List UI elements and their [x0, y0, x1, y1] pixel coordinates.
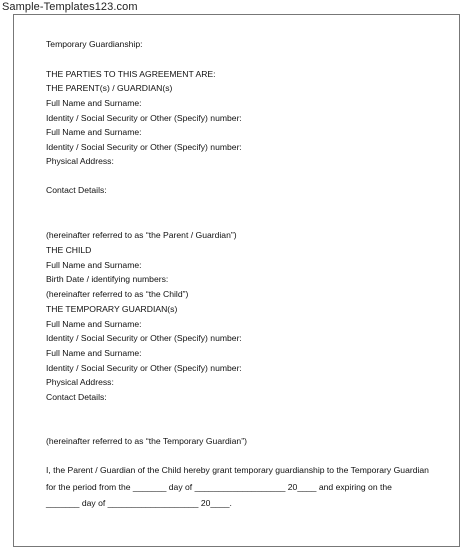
child-birth-date-field: Birth Date / identifying numbers:	[46, 274, 169, 284]
grant-clause-line-1: I, the Parent / Guardian of the Child hereby grant temporary guardianship to the Temporary Guardian	[46, 465, 429, 475]
guardian-id-field-2: Identity / Social Security or Other (Specify) number:	[46, 363, 242, 373]
parent-full-name-field-2: Full Name and Surname:	[46, 127, 142, 137]
grant-clause-line-2: for the period from the _______ day of ___________________ 20____ and expiring on the	[46, 482, 392, 492]
parent-reference-text: (hereinafter referred to as “the Parent / Guardian”)	[46, 230, 237, 240]
parent-id-field-2: Identity / Social Security or Other (Specify) number:	[46, 142, 242, 152]
document-title: Temporary Guardianship:	[46, 39, 143, 49]
child-reference-text: (hereinafter referred to as “the Child”)	[46, 289, 189, 299]
parent-heading: THE PARENT(s) / GUARDIAN(s)	[46, 83, 173, 93]
guardian-id-field-1: Identity / Social Security or Other (Specify) number:	[46, 333, 242, 343]
child-heading: THE CHILD	[46, 245, 92, 255]
watermark-text: Sample-Templates123.com	[2, 1, 138, 13]
parties-heading: THE PARTIES TO THIS AGREEMENT ARE:	[46, 69, 216, 79]
guardian-physical-address-field: Physical Address:	[46, 377, 114, 387]
parent-contact-details-field: Contact Details:	[46, 185, 107, 195]
grant-clause-line-3: _______ day of ___________________ 20____.	[46, 498, 232, 508]
child-full-name-field: Full Name and Surname:	[46, 260, 142, 270]
guardian-full-name-field-1: Full Name and Surname:	[46, 319, 142, 329]
parent-full-name-field-1: Full Name and Surname:	[46, 98, 142, 108]
parent-id-field-1: Identity / Social Security or Other (Specify) number:	[46, 113, 242, 123]
document-page	[13, 14, 460, 547]
guardian-full-name-field-2: Full Name and Surname:	[46, 348, 142, 358]
guardian-contact-details-field: Contact Details:	[46, 392, 107, 402]
guardian-reference-text: (hereinafter referred to as “the Temporary Guardian”)	[46, 436, 247, 446]
parent-physical-address-field: Physical Address:	[46, 156, 114, 166]
temporary-guardian-heading: THE TEMPORARY GUARDIAN(s)	[46, 304, 178, 314]
